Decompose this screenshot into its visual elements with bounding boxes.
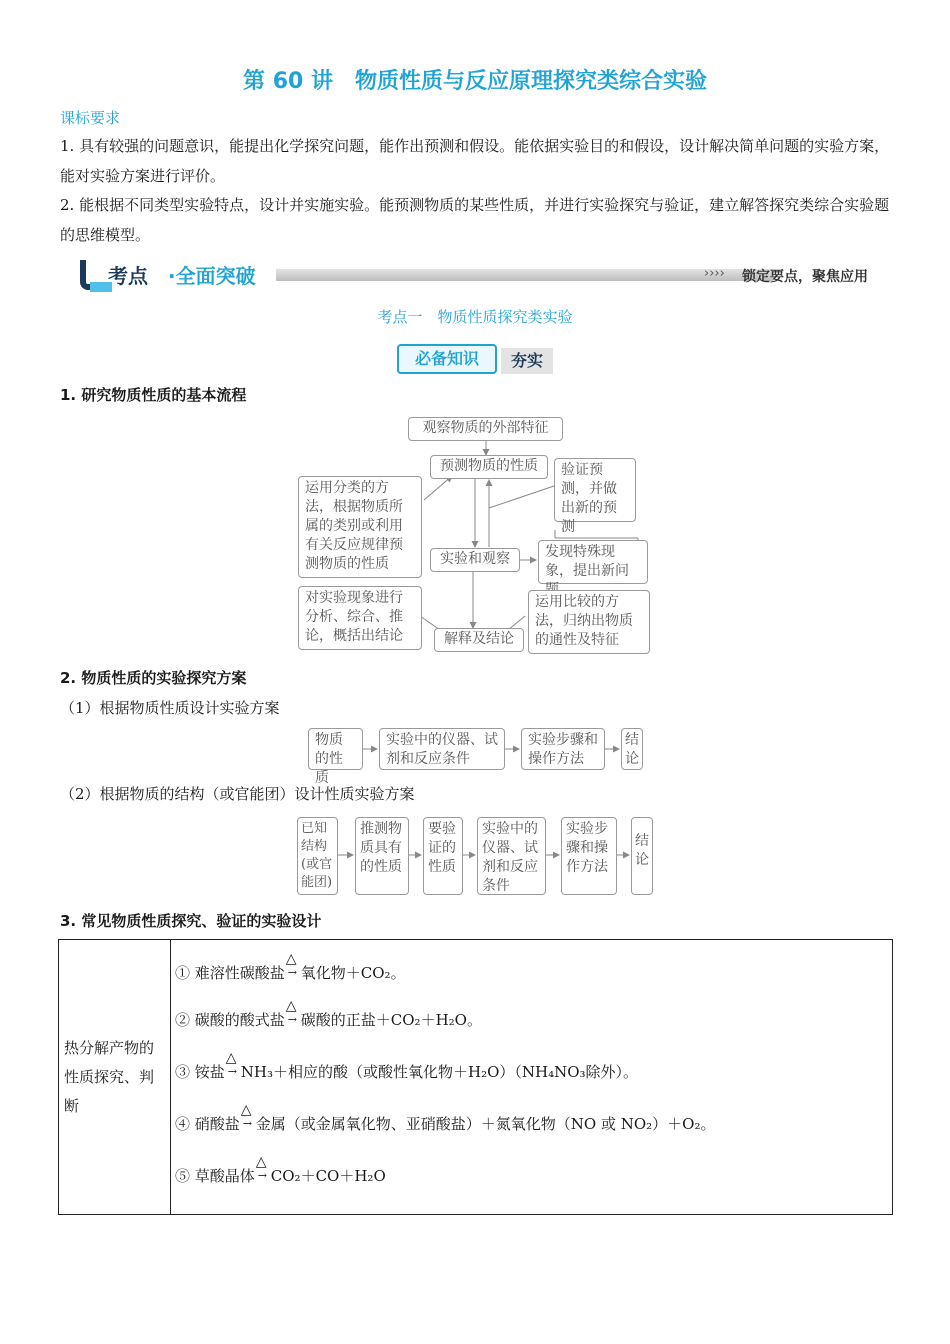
flowchart-2-1 — [305, 727, 650, 786]
banner-subtitle: 锁定要点，聚焦应用 — [742, 269, 868, 285]
reaction-3-products: NH₃＋相应的酸（或酸性氧化物＋H₂O）（NH₄NO₃除外）。 — [240, 1063, 639, 1081]
reaction-4-products: 金属（或金属氧化物、亚硝酸盐）＋氮氧化物（NO 或 NO₂）＋O₂。 — [255, 1115, 716, 1133]
reaction-1-products: 氧化物＋CO₂。 — [300, 964, 406, 982]
decomposition-table — [58, 939, 893, 1215]
flow-box-infer: 推测物质具有的性质 — [355, 817, 409, 895]
section-banner — [76, 258, 882, 296]
banner-title-a: 考点 — [108, 264, 148, 288]
heat-arrow-icon: △ → — [255, 1154, 267, 1182]
flow-box-explain: 解释及结论 — [434, 628, 524, 652]
section1-heading: 1. 研究物质性质的基本流程 — [60, 386, 247, 404]
flow-box-instruments: 实验中的仪器、试剂和反应条件 — [379, 728, 505, 770]
reaction-1-reactant: ① 难溶性碳酸盐 — [175, 964, 285, 982]
table-row-label: 热分解产物的性质探究、判断 — [59, 940, 171, 1215]
banner-title-b: ·全面突破 — [168, 264, 256, 288]
flowchart-2-2 — [293, 815, 658, 897]
reaction-line-2 — [175, 994, 886, 1046]
flow-box-steps: 实验步骤和操作方法 — [521, 728, 605, 770]
banner-tag — [80, 258, 276, 292]
requirement-item-2: 2. 能根据不同类型实验特点，设计并实施实验。能预测物质的某些性质，并进行实验探究与验证，建立解答探究类综合实验题的思维模型。 — [60, 196, 890, 244]
flow-box-property: 物质的性质 — [308, 728, 363, 770]
flow-box-predict: 预测物质的性质 — [430, 455, 548, 479]
flowchart-1 — [290, 410, 670, 660]
heat-arrow-icon: △ → — [240, 1102, 252, 1130]
chevrons-icon: ›››› — [704, 266, 725, 281]
bibei-badge-left: 必备知识 — [397, 344, 497, 374]
section2-heading: 2. 物质性质的实验探究方案 — [60, 669, 247, 687]
heat-arrow-icon: △ → — [285, 998, 297, 1026]
flow-box-conclusion-2: 结论 — [631, 817, 653, 895]
flow-box-experiment: 实验和观察 — [430, 548, 520, 572]
bibei-badge — [397, 344, 553, 374]
reaction-line-4 — [175, 1098, 886, 1150]
flow-box-steps-2: 实验步骤和操作方法 — [561, 817, 617, 895]
reaction-5-products: CO₂＋CO＋H₂O — [270, 1167, 386, 1185]
reaction-line-3 — [175, 1046, 886, 1098]
requirement-item-1: 1. 具有较强的问题意识，能提出化学探究问题，能作出预测和假设。能依据实验目的和假设，设计解决简单问题的实验方案，能对实验方案进行评价。 — [60, 137, 890, 185]
table-row — [59, 940, 893, 1215]
section2-sub1-label: （1）根据物质性质设计实验方案 — [60, 699, 280, 717]
flow-box-verify: 验证预测，并做出新的预测 — [554, 458, 636, 522]
bibei-badge-right: 夯实 — [501, 348, 553, 374]
reaction-line-5 — [175, 1150, 886, 1202]
flow-box-observe: 观察物质的外部特征 — [408, 417, 563, 441]
flow-box-special: 发现特殊现象，提出新问 — [538, 540, 648, 584]
flow-box-compare: 运用比较的方法，归纳出物质的通性及特征 — [528, 590, 650, 654]
flow-box-to-verify: 要验证的性质 — [423, 817, 463, 895]
section3-heading: 3. 常见物质性质探究、验证的实验设计 — [60, 912, 322, 930]
flow-box-structure: 已知结构(或官能团) — [297, 817, 338, 895]
table-row-content — [171, 940, 893, 1215]
requirements-heading: 课标要求 — [60, 109, 121, 127]
banner-bar — [266, 269, 774, 281]
flow-box-analyze: 对实验现象进行分析、综合、推论，概括出结论 — [298, 586, 422, 650]
heat-arrow-icon: △ → — [225, 1050, 237, 1078]
flow-box-instruments-2: 实验中的仪器、试剂和反应条件 — [477, 817, 546, 895]
reaction-4-reactant: ④ 硝酸盐 — [175, 1115, 240, 1133]
reaction-3-reactant: ③ 铵盐 — [175, 1063, 225, 1081]
reaction-line-1 — [175, 948, 886, 994]
flow-box-classify: 运用分类的方法，根据物质所属的类别或利用有关反应规律预测物质的性质 — [298, 476, 422, 578]
reaction-2-reactant: ② 碳酸的酸式盐 — [175, 1011, 285, 1029]
heat-arrow-icon: △ → — [285, 951, 297, 979]
page-title: 第 60 讲 物质性质与反应原理探究类综合实验 — [243, 69, 707, 94]
section2-sub2-label: （2）根据物质的结构（或官能团）设计性质实验方案 — [60, 785, 415, 803]
kaodian-heading: 考点一 物质性质探究类实验 — [377, 308, 573, 326]
flow-box-conclusion: 结论 — [621, 728, 643, 770]
reaction-5-reactant: ⑤ 草酸晶体 — [175, 1167, 255, 1185]
reaction-2-products: 碳酸的正盐＋CO₂＋H₂O。 — [300, 1011, 482, 1029]
